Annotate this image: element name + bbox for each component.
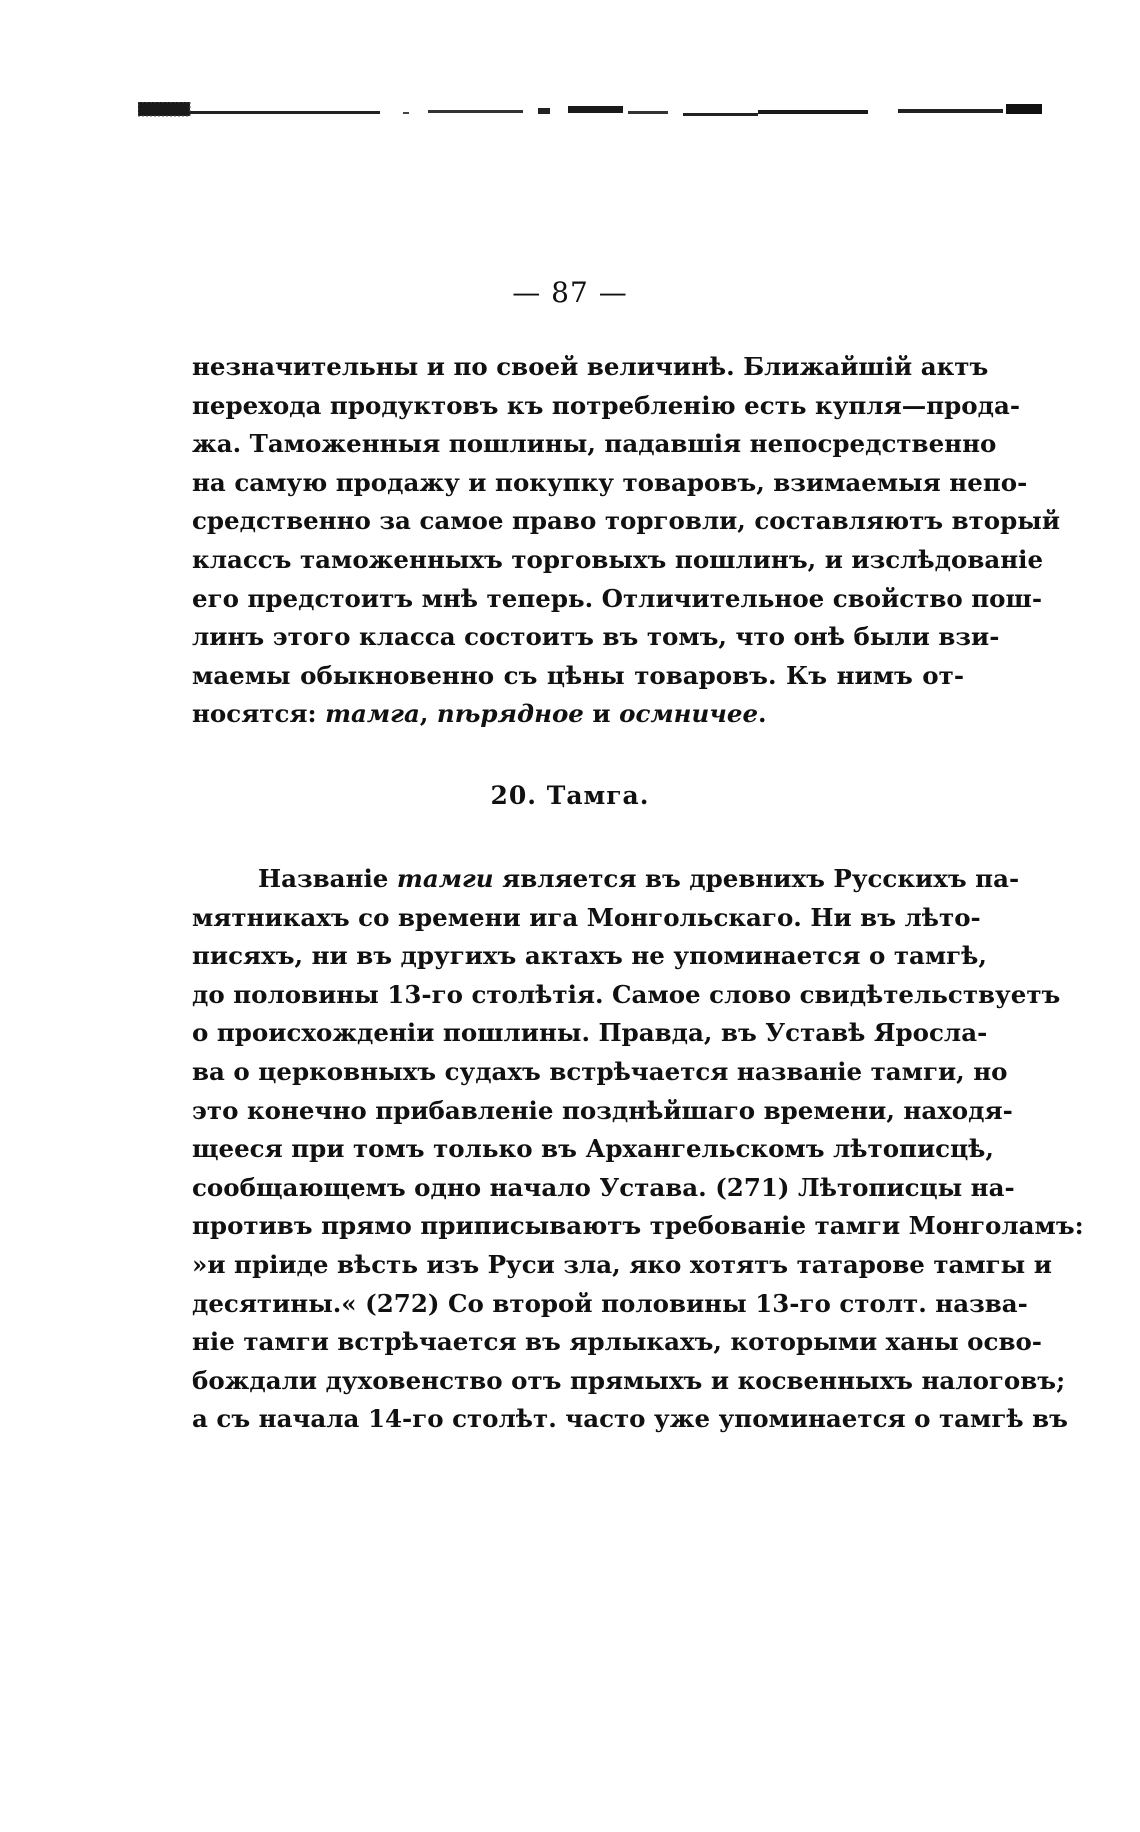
section-heading: 20. Тамга. [490, 781, 650, 810]
text-line: противъ прямо приписываютъ требованіе тамги Монголамъ: [192, 1211, 1084, 1241]
text-line: жа. Таможенныя пошлины, падавшія непосредственно [192, 429, 997, 459]
text-line: писяхъ, ни въ другихъ актахъ не упоминается о тамгѣ, [192, 941, 987, 971]
text-line: мятникахъ со времени ига Монгольскаго. Ни въ лѣто- [192, 902, 981, 932]
text-line: сообщающемъ одно начало Устава. (271) Лѣтописцы на- [192, 1172, 1015, 1202]
text-line: до половины 13-го столѣтія. Самое слово свидѣтельствуетъ [192, 979, 1061, 1009]
text-fragment: . [758, 699, 767, 729]
header-rule [138, 102, 1058, 122]
text-line: ніе тамги встрѣчается въ ярлыкахъ, которыми ханы осво- [192, 1327, 1042, 1357]
text-line-first [192, 860, 1020, 899]
text-fragment: Названіе [258, 864, 397, 893]
text-line: маемы обыкновенно съ цѣны товаровъ. Къ нимъ от- [192, 660, 964, 690]
page-number: — 87 — [512, 276, 628, 309]
text-fragment: , [419, 699, 437, 729]
text-line: средственно за самое право торговли, составляютъ вторый [192, 506, 1061, 536]
text-line: это конечно прибавленіе позднѣйшаго времени, находя- [192, 1095, 1013, 1125]
text-fragment: является въ древнихъ Русскихъ па- [493, 864, 1020, 893]
text-line: его предстоитъ мнѣ теперь. Отличительное свойство пош- [192, 583, 1042, 613]
text-line: »и пріиде вѣсть изъ Руси зла, яко хотятъ татарове тамгы и [192, 1249, 1052, 1279]
text-line: о происхожденіи пошлины. Правда, въ Уставѣ Яросла- [192, 1018, 988, 1048]
text-line: линъ этого класса состоитъ въ томъ, что онѣ были взи- [192, 622, 1000, 652]
text-line: классъ таможенныхъ торговыхъ пошлинъ, и изслѣдованіе [192, 544, 1044, 574]
italic-term: пѣрядное [436, 699, 584, 729]
text-line: на самую продажу и покупку товаровъ, взимаемыя непо- [192, 467, 1028, 497]
text-line: бождали духовенство отъ прямыхъ и косвенныхъ налоговъ; [192, 1365, 1066, 1395]
italic-term: осмничее [619, 699, 759, 729]
text-line: десятины.« (272) Со второй половины 13-го столт. назва- [192, 1288, 1028, 1318]
text-line-last [192, 695, 964, 734]
text-line: ва о церковныхъ судахъ встрѣчается названіе тамги, но [192, 1056, 1008, 1086]
text-line: щееся при томъ только въ Архангельскомъ лѣтописцѣ, [192, 1134, 994, 1164]
text-line: незначительны и по своей величинѣ. Ближайшій актъ [192, 352, 989, 381]
paragraph-1 [192, 348, 1061, 734]
italic-term: тамга [325, 699, 420, 729]
paragraph-2 [192, 860, 1084, 1439]
text-fragment: и [583, 699, 620, 729]
text-fragment: носятся: [192, 699, 326, 729]
text-line: перехода продуктовъ къ потребленію есть купля—прода- [192, 390, 1020, 420]
text-line: а съ начала 14-го столѣт. часто уже упоминается о тамгѣ въ [192, 1404, 1068, 1434]
italic-term: тамги [396, 864, 494, 893]
